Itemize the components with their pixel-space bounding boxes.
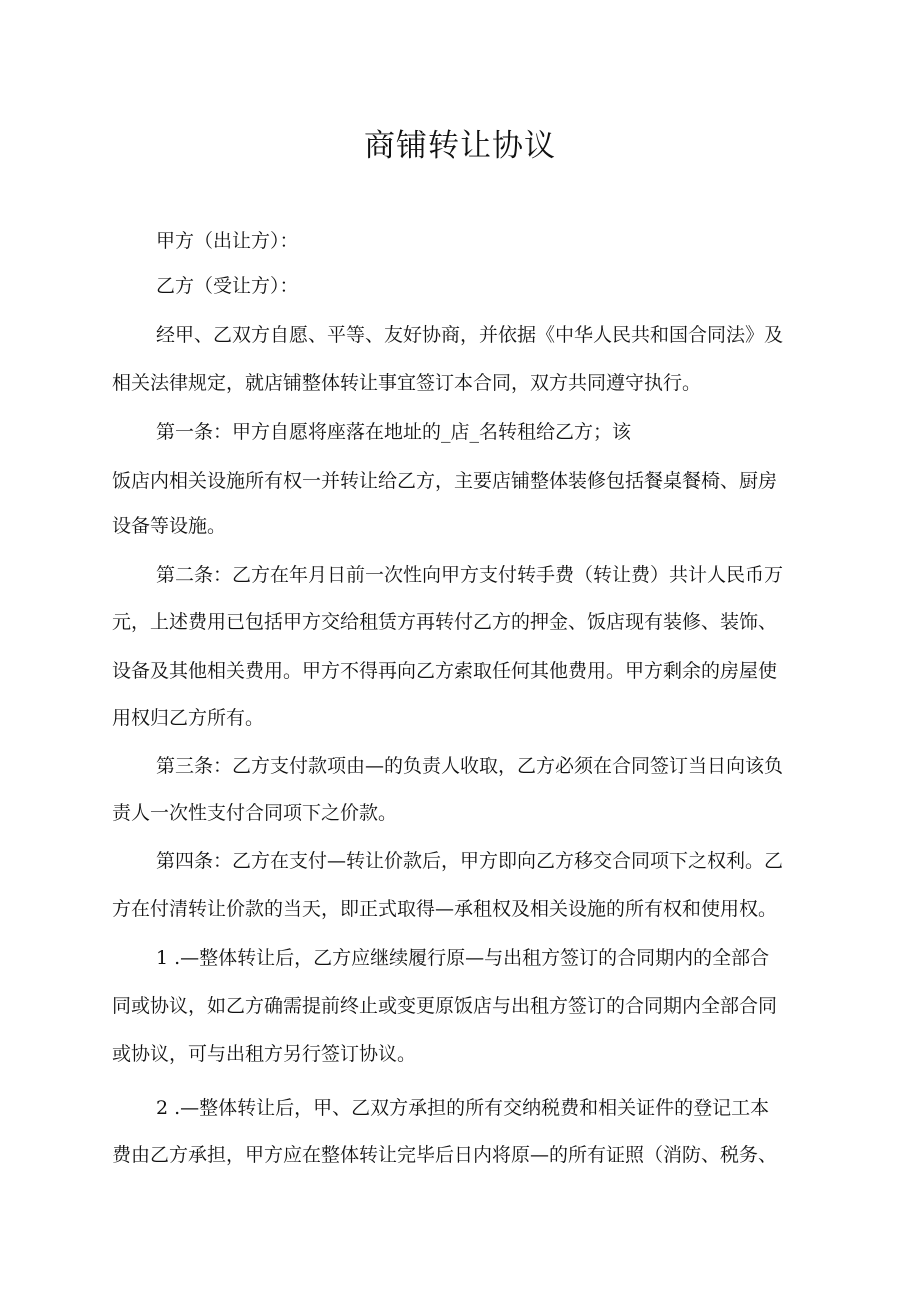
article-1-line-3: 设备等设施。 <box>112 515 227 537</box>
article-4-line-2: 方在付清转让价款的当天，即正式取得—承租权及相关设施的所有权和使用权。 <box>112 898 778 920</box>
article-1-line-1: 第一条：甲方自愿将座落在地址的_店_名转租给乙方；该 <box>156 421 632 443</box>
document-title: 商铺转让协议 <box>364 128 556 164</box>
clause-1-line-1: 1 .—整体转让后，乙方应继续履行原—与出租方签订的合同期内的全部合 <box>156 947 770 969</box>
preamble-line-1: 经甲、乙双方自愿、平等、友好协商，并依据《中华人民共和国合同法》及 <box>156 324 784 346</box>
article-2-line-1: 第二条：乙方在年月日前一次性向甲方支付转手费（转让费）共计人民币万 <box>156 564 784 586</box>
clause-2-line-2: 费由乙方承担，甲方应在整体转让完毕后日内将原—的所有证照（消防、税务、 <box>112 1144 778 1166</box>
party-b-line: 乙方（受让方）： <box>156 275 299 297</box>
article-2-line-3: 设备及其他相关费用。甲方不得再向乙方索取任何其他费用。甲方剩余的房屋使 <box>112 660 778 682</box>
article-2-line-4: 用权归乙方所有。 <box>112 707 265 729</box>
clause-1-line-2: 同或协议，如乙方确需提前终止或变更原饭店与出租方签订的合同期内全部合同 <box>112 995 778 1017</box>
clause-2-line-1: 2 .—整体转让后，甲、乙双方承担的所有交纳税费和相关证件的登记工本 <box>156 1097 770 1119</box>
clause-1-line-3: 或协议，可与出租方另行签订协议。 <box>112 1043 417 1065</box>
article-3-line-2: 责人一次性支付合同项下之价款。 <box>112 802 398 824</box>
preamble-line-2: 相关法律规定，就店铺整体转让事宜签订本合同，双方共同遵守执行。 <box>112 372 702 394</box>
party-a-line: 甲方（出让方）： <box>156 230 299 252</box>
article-2-line-2: 元，上述费用已包括甲方交给租赁方再转付乙方的押金、饭店现有装修、装饰、 <box>112 611 778 633</box>
article-4-line-1: 第四条：乙方在支付—转让价款后，甲方即向乙方移交合同项下之权利。乙 <box>156 850 784 872</box>
article-3-line-1: 第三条：乙方支付款项由—的负责人收取，乙方必须在合同签订当日向该负 <box>156 755 784 777</box>
article-1-line-2: 饭店内相关设施所有权一并转让给乙方，主要店铺整体装修包括餐桌餐椅、厨房 <box>112 470 778 492</box>
